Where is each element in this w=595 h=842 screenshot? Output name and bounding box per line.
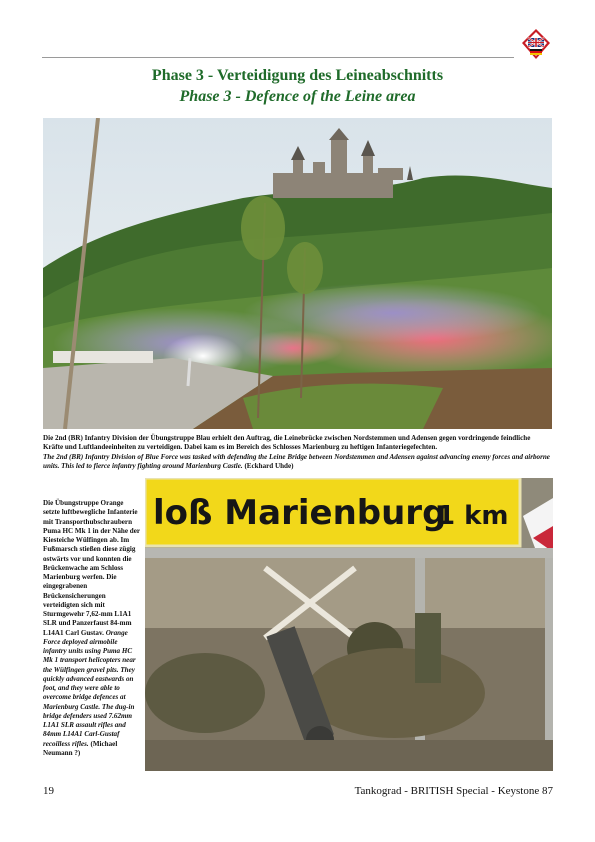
- page-number: 19: [43, 785, 54, 797]
- top-caption-english: The 2nd (BR) Infantry Division of Blue Force was tasked with defending the Leine Bridge between Nordstemmen and Adensen against advancing enemy forces and airborne units. This led to fierce infantry fighting around Marienburg Castle.: [43, 452, 550, 470]
- page-title-german: Phase 3 - Verteidigung des Leineabschnitts: [151, 67, 444, 84]
- castle-smoke-photo: [43, 118, 552, 429]
- bottom-caption-english: Orange Force deployed airmobile infantry units using Puma HC Mk 1 transport helicopters near the Wülfingen gravel pits. They quickly advanced eastwards on foot, and they were able to overcome bridge defences at Marienburg Castle. The dug-in bridge defenders used 7.62mm L1A1 SLR assault rifles and 84mm L14A1 Carl-Gustaf recoilless rifles.: [43, 628, 136, 748]
- bottom-photo-credit: (Michael Neumann ?): [43, 739, 118, 757]
- road-sign-soldiers-photo: [145, 478, 553, 771]
- publication-footer: Tankograd - BRITISH Special - Keystone 87: [354, 785, 553, 797]
- top-photo-caption: [43, 434, 552, 471]
- sign-place-name: loß Marienburg: [153, 493, 447, 533]
- sign-distance: 1 km: [437, 501, 509, 531]
- top-photo-credit: (Eckhard Uhde): [244, 461, 294, 470]
- page-title-english: Phase 3 - Defence of the Leine area: [179, 88, 416, 105]
- header-rule: [42, 57, 514, 58]
- union-flag-badge-icon: [521, 28, 551, 60]
- bottom-caption-german: Die Übungstruppe Orange setzte luftbewegliche Infanterie mit Transporthubschraubern Puma HC Mk 1 in der Nähe der Kiesteiche Wülfingen ab. Im Fußmarsch stießen diese zügig ostwärts vor und konnten die Brückenwache am Schloss Marienburg werfen. Die eingegrabenen Brückensicherungen verteidigten sich mit Sturmgewehr 7,62-mm L1A1 SLR und Panzerfaust 84-mm L14A1 Carl Gustav.: [43, 499, 140, 637]
- top-caption-german: Die 2nd (BR) Infantry Division der Übungstruppe Blau erhielt den Auftrag, die Leinebrücke zwischen Nordstemmen und Adensen gegen vordringende feindliche Kräfte und Luftlandeeinheiten zu verteidigen. Dabei kam es im Bereich des Schlosses Marienburg zu heftigen Infanteriegefechten.: [43, 434, 531, 452]
- bottom-photo-caption: [43, 499, 140, 758]
